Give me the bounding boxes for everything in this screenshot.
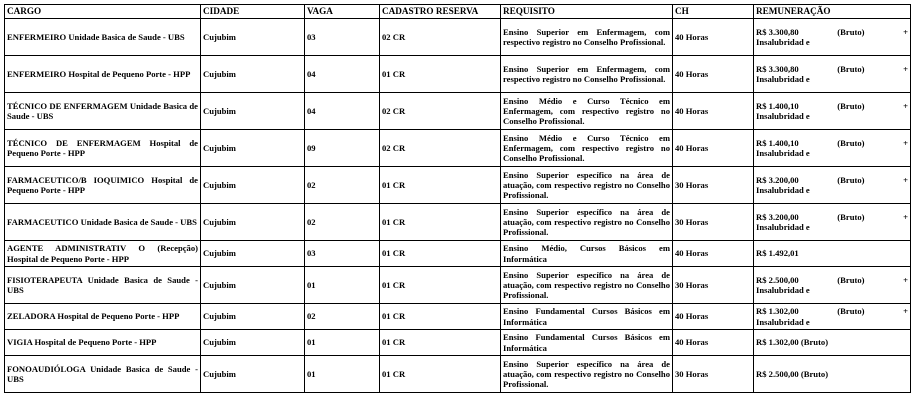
cell-ch: 40 Horas xyxy=(673,56,754,93)
cell-cadastro-reserva: 02 CR xyxy=(380,19,501,56)
cell-requisito: Ensino Superior específico na área de atuação, com respectivo registro no Conselho Profissional. xyxy=(501,267,673,304)
table-row xyxy=(5,130,911,167)
cell-vaga: 01 xyxy=(305,356,380,393)
remuneracao-note: Insalubridad e xyxy=(756,148,810,158)
cell-ch: 30 Horas xyxy=(673,356,754,393)
cell-cargo: FISIOTERAPEUTA Unidade Basica de Saude - UBS xyxy=(5,267,201,304)
remuneracao-line xyxy=(756,27,908,37)
remuneracao-note: Insalubridad e xyxy=(756,74,810,84)
cell-remuneracao xyxy=(754,204,911,241)
remuneracao-block xyxy=(756,337,908,347)
cell-ch: 30 Horas xyxy=(673,267,754,304)
table-row xyxy=(5,167,911,204)
header-requisito: REQUISITO xyxy=(501,5,673,19)
cell-remuneracao xyxy=(754,93,911,130)
remuneracao-suffix: (Bruto) xyxy=(837,137,865,148)
header-vaga: VAGA xyxy=(305,5,380,19)
remuneracao-note: Insalubridad e xyxy=(756,316,810,327)
table-row xyxy=(5,19,911,56)
cell-requisito: Ensino Médio, Cursos Básicos em Informática xyxy=(501,241,673,267)
cell-remuneracao xyxy=(754,56,911,93)
cell-cadastro-reserva: 01 CR xyxy=(380,304,501,330)
header-cadastro-reserva: CADASTRO RESERVA xyxy=(380,5,501,19)
table-row xyxy=(5,56,911,93)
cell-cadastro-reserva: 01 CR xyxy=(380,167,501,204)
cell-vaga: 03 xyxy=(305,19,380,56)
remuneracao-value: R$ 3.300,80 xyxy=(756,26,799,37)
cell-vaga: 09 xyxy=(305,130,380,167)
remuneracao-note: Insalubridad e xyxy=(756,285,810,295)
remuneracao-value: R$ 2.500,00 (Bruto) xyxy=(756,368,829,379)
table-row xyxy=(5,356,911,393)
remuneracao-plus: + xyxy=(903,306,908,317)
cell-cidade: Cujubim xyxy=(201,56,305,93)
cell-cidade: Cujubim xyxy=(201,167,305,204)
remuneracao-block xyxy=(756,275,908,296)
cell-cidade: Cujubim xyxy=(201,356,305,393)
remuneracao-note: Insalubridad e xyxy=(756,111,810,121)
remuneracao-value: R$ 3.200,00 xyxy=(756,174,799,185)
remuneracao-plus: + xyxy=(903,211,908,222)
cell-ch: 40 Horas xyxy=(673,330,754,356)
remuneracao-plus: + xyxy=(903,26,908,37)
remuneracao-plus: + xyxy=(903,274,908,285)
cell-vaga: 02 xyxy=(305,304,380,330)
cell-cadastro-reserva: 01 CR xyxy=(380,330,501,356)
remuneracao-block xyxy=(756,212,908,233)
cell-cargo: ENFERMEIRO Unidade Basica de Saude - UBS xyxy=(5,19,201,56)
table-row xyxy=(5,267,911,304)
cell-remuneracao xyxy=(754,330,911,356)
vacancy-table xyxy=(4,4,911,393)
cell-cidade: Cujubim xyxy=(201,241,305,267)
remuneracao-value: R$ 1.400,10 xyxy=(756,100,799,111)
table-row xyxy=(5,241,911,267)
cell-vaga: 01 xyxy=(305,267,380,304)
cell-ch: 30 Horas xyxy=(673,167,754,204)
remuneracao-value: R$ 2.500,00 xyxy=(756,274,799,285)
cell-cidade: Cujubim xyxy=(201,93,305,130)
cell-cadastro-reserva: 01 CR xyxy=(380,241,501,267)
cell-vaga: 01 xyxy=(305,330,380,356)
cell-cadastro-reserva: 02 CR xyxy=(380,130,501,167)
cell-vaga: 02 xyxy=(305,167,380,204)
header-cargo: CARGO xyxy=(5,5,201,19)
cell-cargo: ENFERMEIRO Hospital de Pequeno Porte - HPP xyxy=(5,56,201,93)
cell-requisito: Ensino Superior em Enfermagem, com respectivo registro no Conselho Profissional. xyxy=(501,56,673,93)
cell-remuneracao xyxy=(754,19,911,56)
remuneracao-line xyxy=(756,275,908,285)
cell-cadastro-reserva: 02 CR xyxy=(380,93,501,130)
cell-vaga: 03 xyxy=(305,241,380,267)
cell-vaga: 04 xyxy=(305,56,380,93)
remuneracao-line xyxy=(756,64,908,74)
cell-cargo: ZELADORA Hospital de Pequeno Porte - HPP xyxy=(5,304,201,330)
remuneracao-value: R$ 3.300,80 xyxy=(756,63,799,74)
remuneracao-plus: + xyxy=(903,63,908,74)
cell-cargo: AGENTE ADMINISTRATIV O (Recepção) Hospital de Pequeno Porte - HPP xyxy=(5,241,201,267)
remuneracao-line xyxy=(756,138,908,148)
remuneracao-suffix: (Bruto) xyxy=(837,100,865,111)
remuneracao-value: R$ 3.200,00 xyxy=(756,211,799,222)
cell-cidade: Cujubim xyxy=(201,130,305,167)
cell-cargo: TÉCNICO DE ENFERMAGEM Unidade Basica de Saude - UBS xyxy=(5,93,201,130)
remuneracao-suffix: (Bruto) xyxy=(837,306,865,317)
remuneracao-line xyxy=(756,248,908,258)
remuneracao-plus: + xyxy=(903,174,908,185)
cell-remuneracao xyxy=(754,304,911,330)
remuneracao-line xyxy=(756,369,908,379)
remuneracao-note: Insalubridad e xyxy=(756,37,810,47)
cell-requisito: Ensino Superior específico na área de atuação, com respectivo registro no Conselho Profissional. xyxy=(501,167,673,204)
cell-remuneracao xyxy=(754,167,911,204)
cell-requisito: Ensino Superior específico na área de atuação, com respectivo registro no Conselho Profissional. xyxy=(501,356,673,393)
cell-cadastro-reserva: 01 CR xyxy=(380,267,501,304)
cell-ch: 40 Horas xyxy=(673,19,754,56)
cell-requisito: Ensino Fundamental Cursos Básicos em Informática xyxy=(501,330,673,356)
cell-cadastro-reserva: 01 CR xyxy=(380,356,501,393)
remuneracao-note: Insalubridad e xyxy=(756,222,810,232)
cell-ch: 40 Horas xyxy=(673,93,754,130)
remuneracao-plus: + xyxy=(903,100,908,111)
cell-cargo: FARMACEUTICO/B IOQUIMICO Hospital de Pequeno Porte - HPP xyxy=(5,167,201,204)
cell-remuneracao xyxy=(754,267,911,304)
remuneracao-value: R$ 1.400,10 xyxy=(756,137,799,148)
remuneracao-suffix: (Bruto) xyxy=(837,63,865,74)
header-row xyxy=(5,5,911,19)
cell-vaga: 04 xyxy=(305,93,380,130)
cell-cidade: Cujubim xyxy=(201,267,305,304)
cell-cidade: Cujubim xyxy=(201,204,305,241)
table-row xyxy=(5,304,911,330)
remuneracao-block xyxy=(756,27,908,48)
remuneracao-line xyxy=(756,306,908,316)
cell-requisito: Ensino Superior em Enfermagem, com respectivo registro no Conselho Profissional. xyxy=(501,19,673,56)
remuneracao-value: R$ 1.302,00 (Bruto) xyxy=(756,337,829,348)
cell-ch: 30 Horas xyxy=(673,204,754,241)
remuneracao-line xyxy=(756,175,908,185)
cell-requisito: Ensino Médio e Curso Técnico em Enfermagem, com respectivo registro no Conselho Profissional. xyxy=(501,93,673,130)
cell-cidade: Cujubim xyxy=(201,19,305,56)
cell-cargo: TÉCNICO DE ENFERMAGEM Hospital de Pequeno Porte - HPP xyxy=(5,130,201,167)
remuneracao-block xyxy=(756,64,908,85)
cell-cargo: FONOAUDIÓLOGA Unidade Basica de Saude - UBS xyxy=(5,356,201,393)
remuneracao-block xyxy=(756,369,908,379)
remuneracao-line xyxy=(756,337,908,347)
remuneracao-block xyxy=(756,101,908,122)
cell-vaga: 02 xyxy=(305,204,380,241)
remuneracao-block xyxy=(756,175,908,196)
remuneracao-suffix: (Bruto) xyxy=(837,26,865,37)
remuneracao-suffix: (Bruto) xyxy=(837,274,865,285)
cell-cargo: FARMACEUTICO Unidade Basica de Saude - UBS xyxy=(5,204,201,241)
table-row xyxy=(5,204,911,241)
remuneracao-block xyxy=(756,306,908,327)
cell-ch: 40 Horas xyxy=(673,130,754,167)
table-row xyxy=(5,330,911,356)
cell-cadastro-reserva: 01 CR xyxy=(380,56,501,93)
remuneracao-value: R$ 1.492,01 xyxy=(756,248,799,259)
cell-ch: 40 Horas xyxy=(673,241,754,267)
cell-requisito: Ensino Superior específico na área de atuação, com respectivo registro no Conselho Profissional. xyxy=(501,204,673,241)
cell-remuneracao xyxy=(754,356,911,393)
header-ch: CH xyxy=(673,5,754,19)
remuneracao-block xyxy=(756,248,908,258)
remuneracao-value: R$ 1.302,00 xyxy=(756,306,799,317)
cell-cadastro-reserva: 01 CR xyxy=(380,204,501,241)
header-remuneracao: REMUNERAÇÃO xyxy=(754,5,911,19)
cell-cidade: Cujubim xyxy=(201,330,305,356)
cell-remuneracao xyxy=(754,241,911,267)
cell-cargo: VIGIA Hospital de Pequeno Porte - HPP xyxy=(5,330,201,356)
table-row xyxy=(5,93,911,130)
cell-cidade: Cujubim xyxy=(201,304,305,330)
remuneracao-plus: + xyxy=(903,137,908,148)
remuneracao-line xyxy=(756,101,908,111)
remuneracao-suffix: (Bruto) xyxy=(837,174,865,185)
cell-ch: 40 Horas xyxy=(673,304,754,330)
cell-requisito: Ensino Fundamental Cursos Básicos em Informática xyxy=(501,304,673,330)
header-cidade: CIDADE xyxy=(201,5,305,19)
remuneracao-suffix: (Bruto) xyxy=(837,211,865,222)
cell-remuneracao xyxy=(754,130,911,167)
remuneracao-block xyxy=(756,138,908,159)
cell-requisito: Ensino Médio e Curso Técnico em Enfermagem, com respectivo registro no Conselho Profissional. xyxy=(501,130,673,167)
remuneracao-note: Insalubridad e xyxy=(756,185,810,195)
remuneracao-line xyxy=(756,212,908,222)
